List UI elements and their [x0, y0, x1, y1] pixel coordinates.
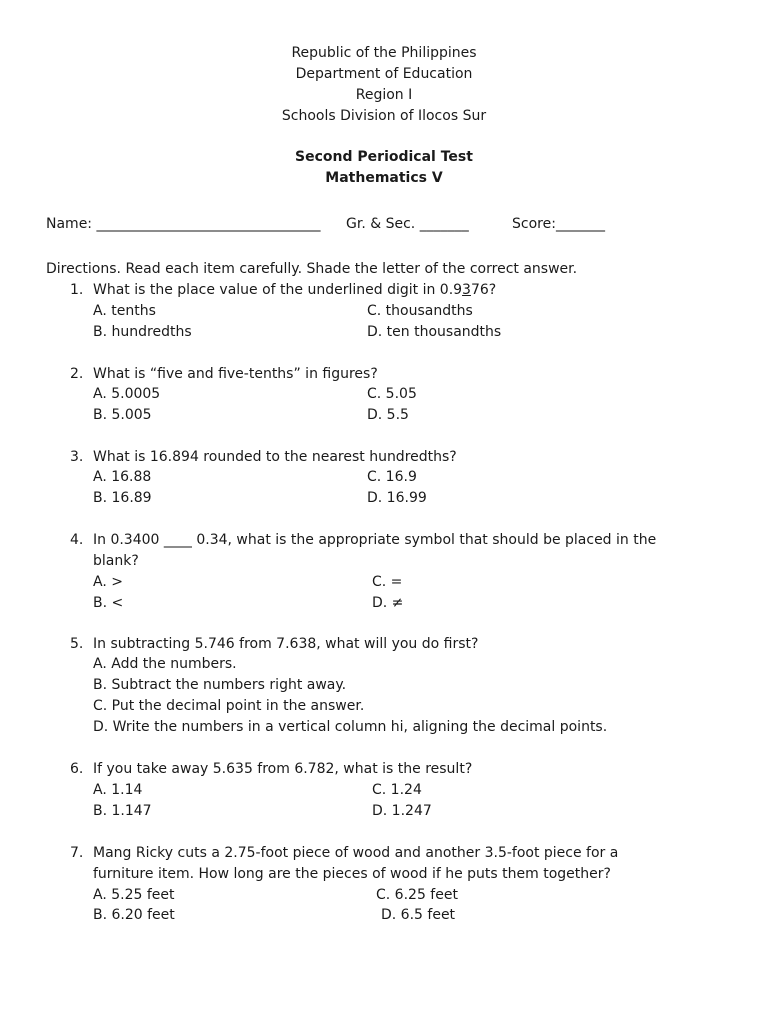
header-republic: Republic of the Philippines [291, 45, 477, 61]
item-7-choice-a[interactable]: A. 5.25 feet [93, 887, 175, 903]
item-1-choice-d[interactable]: D. ten thousandths [367, 324, 502, 340]
item-7-choice-d[interactable]: D. 6.5 feet [381, 907, 456, 923]
item-3-choice-b[interactable]: B. 16.89 [93, 490, 152, 506]
grade-label: Gr. & Sec. [346, 216, 416, 232]
item-1-underlined-digit: 3 [462, 282, 471, 298]
name-field [46, 216, 320, 232]
item-5-choice-b[interactable]: B. Subtract the numbers right away. [93, 677, 347, 693]
item-3-choice-d[interactable]: D. 16.99 [367, 490, 427, 506]
item-2-number: 2. [70, 366, 84, 382]
test-subject: Mathematics V [325, 170, 443, 186]
item-1-question-after: 76? [470, 282, 497, 298]
item-1-question-before: What is the place value of the underlined digit in 0.9 [93, 282, 463, 298]
item-5-number: 5. [70, 636, 84, 652]
item-6-choice-a[interactable]: A. 1.14 [93, 782, 143, 798]
item-3-question: What is 16.894 rounded to the nearest hundredths? [93, 449, 457, 465]
item-5-choice-a[interactable]: A. Add the numbers. [93, 656, 237, 672]
item-4-choice-b[interactable]: B. < [93, 595, 124, 611]
item-7-choice-b[interactable]: B. 6.20 feet [93, 907, 175, 923]
score-field [512, 216, 605, 232]
item-3-number: 3. [70, 449, 84, 465]
item-7-choice-c[interactable]: C. 6.25 feet [376, 887, 458, 903]
item-1-choice-a[interactable]: A. tenths [93, 303, 156, 319]
item-7-question-line-2: furniture item. How long are the pieces of wood if he puts them together? [93, 866, 611, 882]
name-label: Name: [46, 216, 93, 232]
header-department: Department of Education [295, 66, 473, 82]
item-5-question: In subtracting 5.746 from 7.638, what will you do first? [93, 636, 479, 652]
item-1-question [93, 282, 496, 298]
item-2-choice-a[interactable]: A. 5.0005 [93, 386, 161, 402]
item-4-number: 4. [70, 532, 84, 548]
name-blank: ________________________________ [96, 216, 321, 232]
item-3-choice-c[interactable]: C. 16.9 [367, 469, 417, 485]
item-7-question-line-1: Mang Ricky cuts a 2.75-foot piece of wood and another 3.5-foot piece for a [93, 845, 619, 861]
item-2-choice-c[interactable]: C. 5.05 [367, 386, 417, 402]
item-6-choice-b[interactable]: B. 1.147 [93, 803, 152, 819]
header-division: Schools Division of Ilocos Sur [281, 108, 487, 124]
item-1-choice-b[interactable]: B. hundredths [93, 324, 192, 340]
item-1-choice-c[interactable]: C. thousandths [367, 303, 473, 319]
item-4-question-line-2: blank? [93, 553, 139, 569]
directions: Directions. Read each item carefully. Shade the letter of the correct answer. [46, 261, 578, 277]
grade-section-field [346, 216, 469, 232]
item-6-question: If you take away 5.635 from 6.782, what is the result? [93, 761, 473, 777]
item-2-choice-d[interactable]: D. 5.5 [367, 407, 409, 423]
score-blank: _______ [555, 216, 605, 232]
item-5-choice-d[interactable]: D. Write the numbers in a vertical column hi, aligning the decimal points. [93, 719, 608, 735]
item-4-choice-d[interactable]: D. ≠ [372, 595, 404, 611]
item-6-choice-d[interactable]: D. 1.247 [372, 803, 432, 819]
item-4-choice-c[interactable]: C. = [372, 574, 403, 590]
item-1-number: 1. [70, 282, 84, 298]
item-5-choice-c[interactable]: C. Put the decimal point in the answer. [93, 698, 365, 714]
grade-blank: _______ [419, 216, 469, 232]
header-region: Region I [355, 87, 413, 103]
item-2-question: What is “five and five-tenths” in figures? [93, 366, 378, 382]
item-6-number: 6. [70, 761, 84, 777]
item-6-choice-c[interactable]: C. 1.24 [372, 782, 422, 798]
score-label: Score: [512, 216, 556, 232]
test-title: Second Periodical Test [295, 149, 473, 165]
item-4-question-line-1: In 0.3400 ____ 0.34, what is the appropriate symbol that should be placed in the [93, 532, 657, 548]
item-4-choice-a[interactable]: A. > [93, 574, 123, 590]
item-3-choice-a[interactable]: A. 16.88 [93, 469, 152, 485]
item-2-choice-b[interactable]: B. 5.005 [93, 407, 152, 423]
item-7-number: 7. [70, 845, 84, 861]
